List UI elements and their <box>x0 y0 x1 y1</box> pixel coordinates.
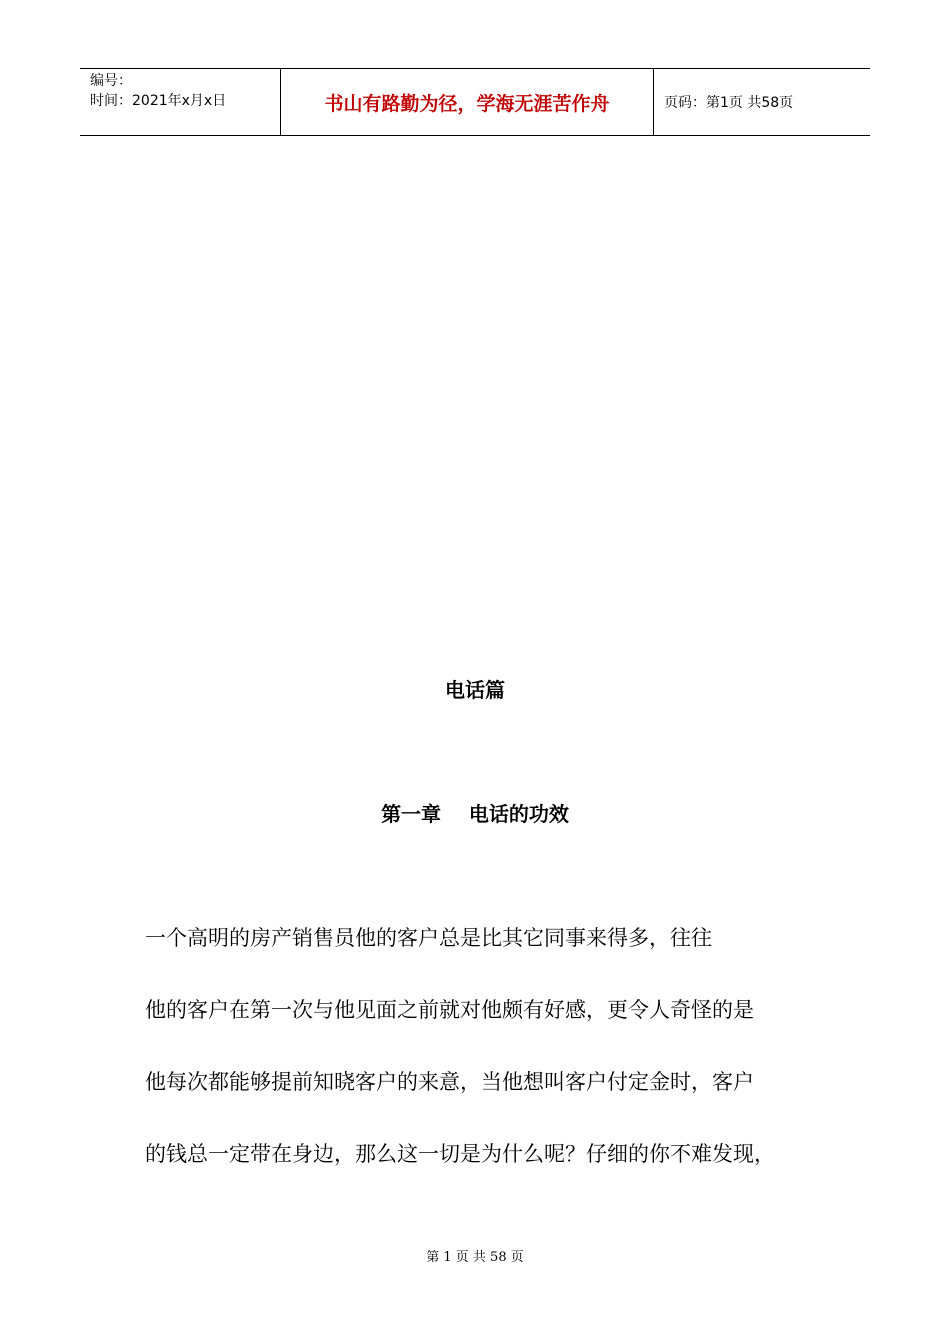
body-line: 一个高明的房产销售员他的客户总是比其它同事来得多，往往 <box>145 926 712 950</box>
body-line: 他的客户在第一次与他见面之前就对他颇有好感，更令人奇怪的是 <box>145 998 754 1022</box>
body-line: 的钱总一定带在身边，那么这一切是为什么呢？仔细的你不难发现， <box>145 1142 775 1166</box>
chapter-title: 第一章 电话的功效 <box>381 802 569 826</box>
section-title: 电话篇 <box>445 678 505 702</box>
motto-text: 书山有路勤为径，学海无涯苦作舟 <box>324 92 610 115</box>
header-page-cell <box>654 69 870 135</box>
number-label: 编号： <box>90 73 132 89</box>
header-motto-cell <box>281 69 654 135</box>
page-info: 页码：第1页 共58页 <box>664 95 794 111</box>
page-footer: 第 1 页 共 58 页 <box>426 1250 524 1265</box>
body-line: 他每次都能够提前知晓客户的来意，当他想叫客户付定金时，客户 <box>145 1070 754 1094</box>
time-label: 时间：2021年x月x日 <box>90 93 227 109</box>
header-table <box>80 68 870 136</box>
header-meta-cell <box>80 69 281 135</box>
